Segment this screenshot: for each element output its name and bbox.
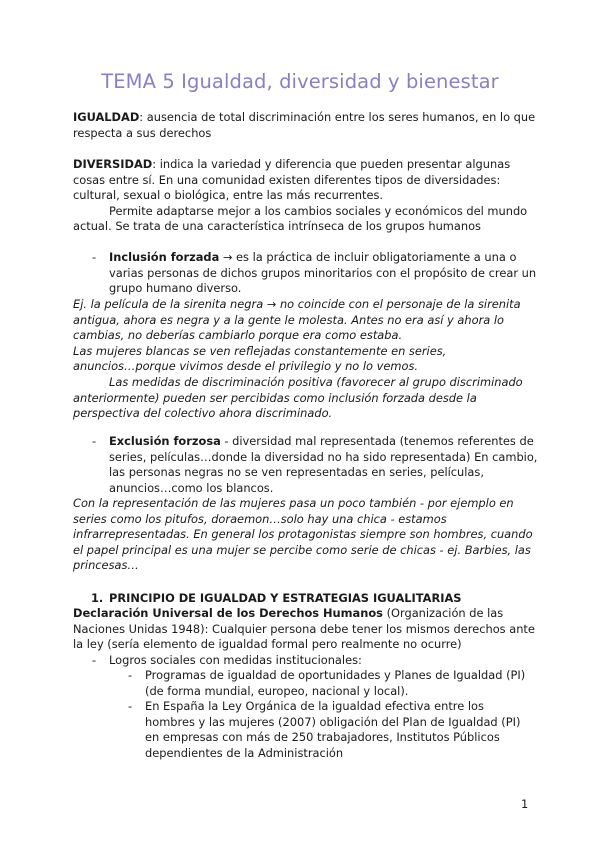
inclusion-bullet: - (92, 250, 97, 264)
exclusion-bullet: - (92, 434, 97, 448)
exclusion-term: Exclusión forzosa (109, 434, 221, 448)
exclusion-forzosa: Exclusión forzosa - diversidad mal representada (tenemos referentes de series, películas…donde la diversidad no ha sido representada) En cambio, las personas negras no se ven representadas en series, películas, anuncios…como los blancos. (109, 434, 538, 495)
declaracion-paragraph: Declaración Universal de los Derechos Humanos (Organización de las Naciones Unidas 1948): Cualquier persona debe tener los mismos derechos ante la ley (sería elemento de igualdad formal pero realmente no ocurre) (73, 606, 535, 652)
inclusion-term: Inclusión forzada (109, 250, 220, 264)
igualdad-term: IGUALDAD (73, 110, 140, 124)
logros-bullet: - (92, 653, 97, 667)
inclusion-forzada: Inclusión forzada → es la práctica de incluir obligatoriamente a una o varias personas de dichos grupos minoritarios con el propósito de crear un grupo humano diverso. (109, 250, 537, 296)
ejemplo-sirenita: Ej. la película de la sirenita negra → no coincide con el personaje de la sirenita antigua, ahora es negra y a la gente le molesta. Antes no era así y ahora lo cambias, no deberías cambiarlo porque era como estaba. Las mujeres blancas se ven reflejadas constantemente en series, anuncios…porque vivimos desde el privilegio y no lo vemos. Las medidas de discriminación positiva (favorecer al grupo discriminado anteriormente) pueden ser percibidas como inclusión forzada desde la perspectiva del colectivo ahora discriminado. (73, 297, 523, 421)
declaracion-term: Declaración Universal de los Derechos Humanos (73, 606, 383, 620)
espana-item: En España la Ley Orgánica de la igualdad efectiva entre los hombres y las mujeres (2007) obligación del Plan de Igualdad (PI) en empresas con más de 250 trabajadores, Institutos Públicos dependientes de la Administración (145, 699, 521, 760)
igualdad-definition: IGUALDAD: ausencia de total discriminación entre los seres humanos, en lo que respecta a sus derechos (73, 110, 536, 140)
page-title: TEMA 5 Igualdad, diversidad y bienestar (101, 70, 499, 93)
section-1-heading: PRINCIPIO DE IGUALDAD Y ESTRATEGIAS IGUALITARIAS (109, 591, 462, 605)
logros-item: Logros sociales con medidas institucionales: (109, 653, 362, 667)
diversidad-term: DIVERSIDAD (73, 157, 153, 171)
programas-bullet: - (128, 668, 133, 682)
programas-item: Programas de igualdad de oportunidades y Planes de Igualdad (PI) (de forma mundial, europeo, nacional y local). (145, 668, 526, 698)
espana-bullet: - (128, 699, 133, 713)
mujeres-representacion: Con la representación de las mujeres pasa un poco también - por ejemplo en series como los pitufos, doraemon…solo hay una chica - estamos infrarrepresentadas. En general los protagonistas siempre son hombres, cuando el papel principal es una mujer se percibe como serie de chicas - ej. Barbies, las princesas… (73, 496, 533, 573)
diversidad-definition: DIVERSIDAD: indica la variedad y diferencia que pueden presentar algunas cosas entre sí. En una comunidad existen diferentes tipos de diversidades: cultural, sexual o biológica, entre las más recurrentes. Permite adaptarse mejor a los cambios sociales y económicos del mundo actual. Se trata de una característica intrínseca de los grupos humanos (73, 157, 528, 234)
page-number: 1 (521, 797, 529, 811)
section-1-number: 1. (91, 591, 104, 605)
